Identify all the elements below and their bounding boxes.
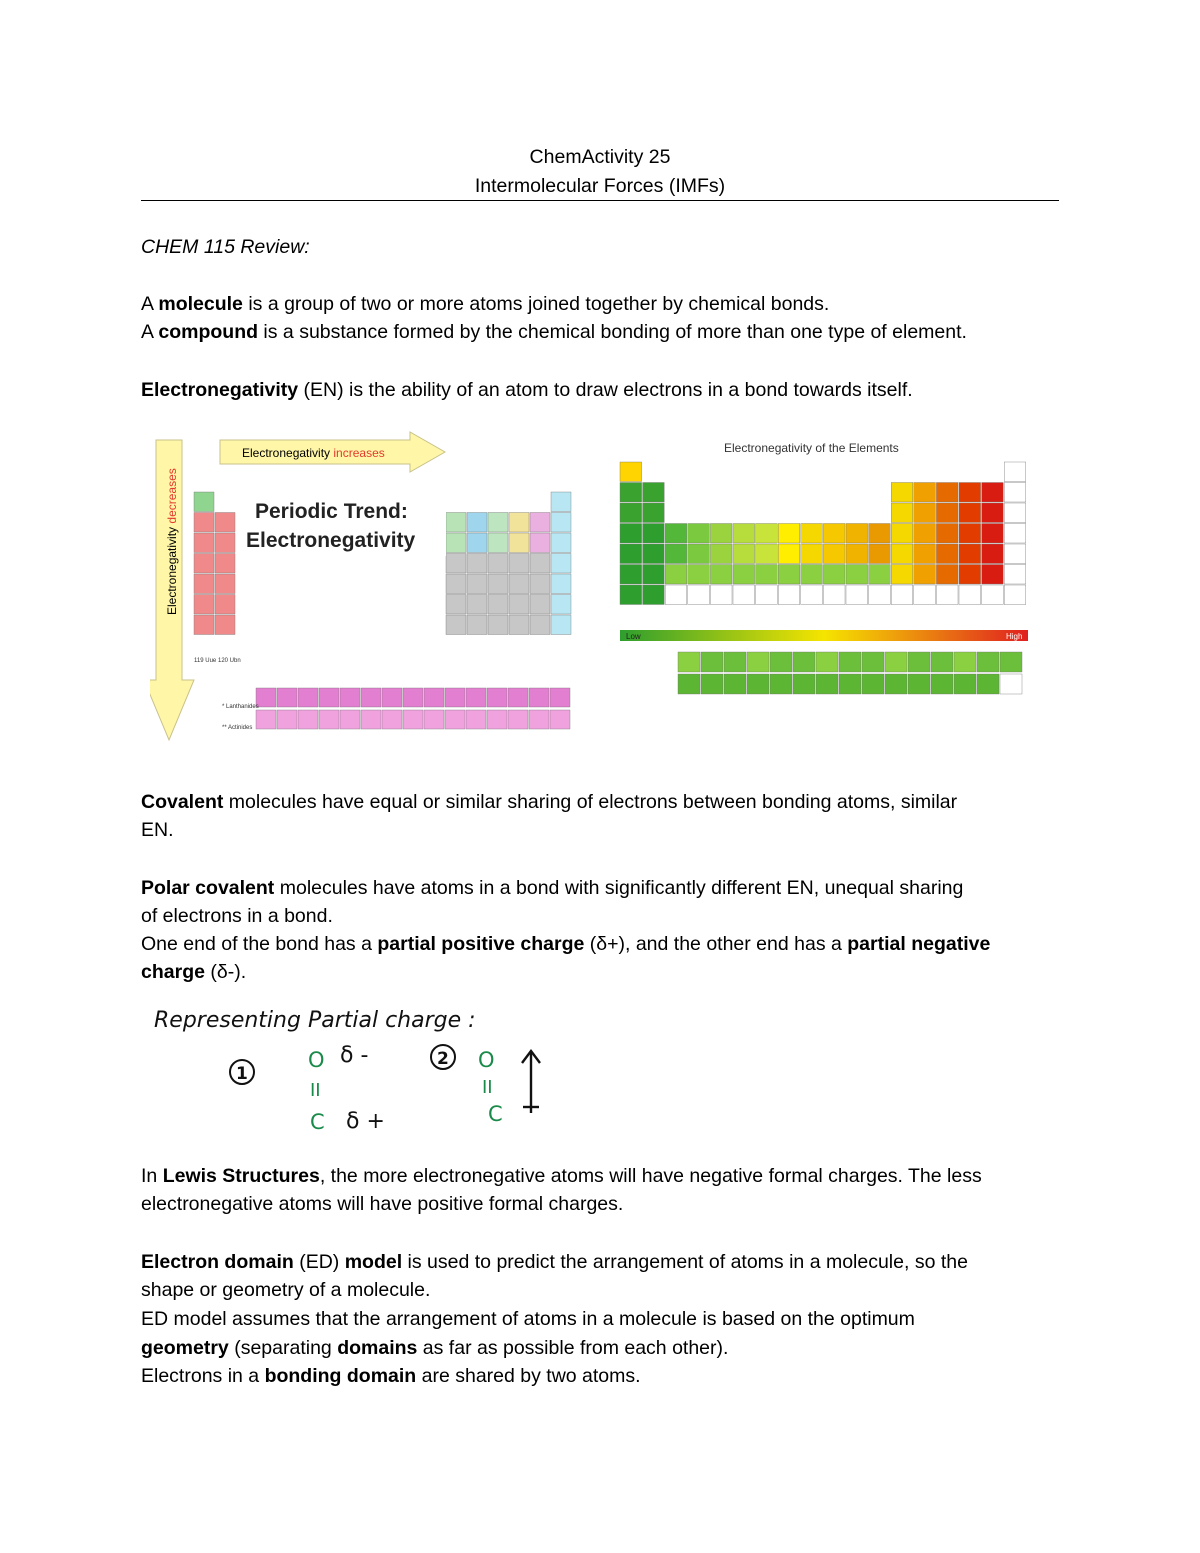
en-cell <box>959 483 981 503</box>
pt-cell <box>194 492 214 512</box>
polar-definition: Polar covalent molecules have atoms in a bond with significantly different EN, unequal sharing <box>141 877 964 899</box>
en-cell <box>1004 503 1026 523</box>
pt-cell <box>551 615 571 635</box>
pt-cell <box>446 574 466 594</box>
partial-charge-text-2: charge (δ-). <box>141 961 247 983</box>
pt-cell <box>446 554 466 574</box>
pt-cell <box>215 533 235 553</box>
actinide-cell <box>445 710 465 729</box>
pt-cell <box>488 574 508 594</box>
covalent-definition: Covalent molecules have equal or similar sharing of electrons between bonding atoms, similar <box>141 791 958 813</box>
arrow-increases-label: Electronegativity increases <box>242 446 385 460</box>
pt-cell <box>215 554 235 574</box>
en-cell <box>823 585 845 605</box>
en-cell <box>620 544 642 564</box>
pt-cell <box>194 533 214 553</box>
en-cell <box>891 503 913 523</box>
pt-cell <box>215 513 235 533</box>
pt-cell <box>488 513 508 533</box>
pt-cell <box>551 533 571 553</box>
pt-cell <box>488 533 508 553</box>
en-cell <box>756 585 778 605</box>
electronegativity-table-svg <box>612 430 1052 750</box>
en-cell <box>710 544 732 564</box>
en-actinide-cell <box>678 674 700 694</box>
en-actinide-cell <box>862 674 884 694</box>
en-actinide-cell <box>931 674 953 694</box>
en-cell <box>823 565 845 585</box>
en-cell <box>643 544 665 564</box>
en-cell <box>688 524 710 544</box>
ed-model-text: Electron domain (ED) model is used to predict the arrangement of atoms in a molecule, so the <box>141 1251 968 1273</box>
en-cell <box>801 565 823 585</box>
en-cell <box>914 544 936 564</box>
en-table-title: Electronegativity of the Elements <box>724 441 899 455</box>
en-actinide-cell <box>1000 674 1022 694</box>
en-cell <box>846 524 868 544</box>
electronegativity-table-figure <box>612 430 1052 750</box>
delta-plus: δ + <box>346 1109 385 1134</box>
en-lanthanide-cell <box>701 652 723 672</box>
pt-cell <box>194 554 214 574</box>
en-lanthanide-cell <box>839 652 861 672</box>
pt-cell <box>551 492 571 512</box>
en-cell <box>936 544 958 564</box>
periodic-trend-svg <box>150 430 590 750</box>
pt-cell <box>530 554 550 574</box>
oxygen-2: O <box>478 1048 495 1072</box>
pt-cell <box>530 595 550 615</box>
lanthanides-label: * Lanthanides <box>222 704 259 710</box>
pt-cell <box>551 595 571 615</box>
pt-cell <box>446 533 466 553</box>
en-cell <box>936 585 958 605</box>
pt-cell <box>194 615 214 635</box>
lanthanide-cell <box>466 688 486 707</box>
electronegativity-definition: Electronegativity (EN) is the ability of an atom to draw electrons in a bond towards itself. <box>141 379 913 401</box>
actinide-cell <box>361 710 381 729</box>
oxygen-1: O <box>308 1048 325 1072</box>
en-cell <box>643 483 665 503</box>
en-cell <box>982 483 1004 503</box>
actinides-label: ** Actinides <box>222 725 253 731</box>
en-cell <box>620 483 642 503</box>
double-bond-2: II <box>482 1077 493 1098</box>
en-cell <box>959 565 981 585</box>
pt-cell <box>215 595 235 615</box>
actinide-cell <box>487 710 507 729</box>
partial-charge-text: One end of the bond has a partial positive charge (δ+), and the other end has a partial negative <box>141 933 991 955</box>
en-lanthanide-cell <box>954 652 976 672</box>
extra-element-119: 119 Uue <box>194 658 217 664</box>
pt-cell <box>467 513 487 533</box>
en-scale-bar <box>620 630 1028 641</box>
en-cell <box>665 544 687 564</box>
pt-cell <box>530 533 550 553</box>
en-cell <box>936 483 958 503</box>
doc-subtitle: Intermolecular Forces (IMFs) <box>474 175 726 197</box>
pt-cell <box>551 574 571 594</box>
en-cell <box>959 503 981 523</box>
molecule-definition: A molecule is a group of two or more atoms joined together by chemical bonds. <box>141 293 830 315</box>
en-cell <box>733 544 755 564</box>
pt-cell <box>215 615 235 635</box>
actinide-cell <box>340 710 360 729</box>
en-cell <box>936 503 958 523</box>
en-cell <box>891 544 913 564</box>
en-cell <box>710 565 732 585</box>
pt-cell <box>530 513 550 533</box>
ed-model-text-3: ED model assumes that the arrangement of atoms in a molecule is based on the optimum <box>141 1308 915 1330</box>
lanthanide-cell <box>319 688 339 707</box>
lanthanide-cell <box>445 688 465 707</box>
en-lanthanide-cell <box>816 652 838 672</box>
extra-element-120: 120 Ubn <box>218 658 241 664</box>
en-cell <box>643 524 665 544</box>
pt-cell <box>509 554 529 574</box>
en-cell <box>710 524 732 544</box>
en-lanthanide-cell <box>770 652 792 672</box>
lanthanide-cell <box>403 688 423 707</box>
en-cell <box>959 544 981 564</box>
en-cell <box>665 585 687 605</box>
en-cell <box>891 565 913 585</box>
en-cell <box>733 524 755 544</box>
en-cell <box>982 524 1004 544</box>
actinide-cell <box>256 710 276 729</box>
scale-low-label: Low <box>626 632 641 641</box>
lanthanide-cell <box>340 688 360 707</box>
lanthanide-cell <box>529 688 549 707</box>
en-cell <box>778 585 800 605</box>
lanthanide-cell <box>382 688 402 707</box>
pt-cell <box>551 554 571 574</box>
en-cell <box>643 565 665 585</box>
en-cell <box>620 565 642 585</box>
en-cell <box>982 565 1004 585</box>
periodic-trend-figure <box>150 430 590 750</box>
pt-cell <box>551 513 571 533</box>
en-cell <box>891 585 913 605</box>
en-cell <box>620 462 642 482</box>
en-cell <box>869 524 891 544</box>
label-one: 1 <box>236 1064 248 1084</box>
en-cell <box>869 544 891 564</box>
en-cell <box>778 544 800 564</box>
en-cell <box>688 565 710 585</box>
en-lanthanide-cell <box>678 652 700 672</box>
en-cell <box>823 524 845 544</box>
en-actinide-cell <box>747 674 769 694</box>
ed-model-text-4: geometry (separating domains as far as possible from each other). <box>141 1337 729 1359</box>
pt-cell <box>530 615 550 635</box>
en-cell <box>846 565 868 585</box>
en-actinide-cell <box>954 674 976 694</box>
en-cell <box>846 544 868 564</box>
actinide-cell <box>319 710 339 729</box>
en-cell <box>914 585 936 605</box>
en-cell <box>936 524 958 544</box>
en-actinide-cell <box>793 674 815 694</box>
en-cell <box>620 524 642 544</box>
pt-cell <box>509 533 529 553</box>
en-cell <box>688 544 710 564</box>
en-cell <box>801 544 823 564</box>
pt-cell <box>467 533 487 553</box>
en-cell <box>620 503 642 523</box>
en-cell <box>914 483 936 503</box>
actinide-cell <box>298 710 318 729</box>
en-cell <box>801 524 823 544</box>
pt-cell <box>194 595 214 615</box>
en-cell <box>869 565 891 585</box>
en-actinide-cell <box>977 674 999 694</box>
en-cell <box>1004 585 1026 605</box>
en-lanthanide-cell <box>747 652 769 672</box>
en-cell <box>1004 524 1026 544</box>
trend-title-2: Electronegativity <box>246 529 416 552</box>
pt-cell <box>446 595 466 615</box>
en-lanthanide-cell <box>862 652 884 672</box>
title-rule <box>141 200 1059 201</box>
pt-cell <box>488 595 508 615</box>
en-actinide-cell <box>816 674 838 694</box>
review-heading: CHEM 115 Review: <box>141 236 310 258</box>
actinide-cell <box>508 710 528 729</box>
en-cell <box>869 585 891 605</box>
delta-minus: δ - <box>340 1043 369 1068</box>
lanthanide-cell <box>277 688 297 707</box>
actinide-cell <box>424 710 444 729</box>
label-two: 2 <box>437 1049 449 1069</box>
en-actinide-cell <box>701 674 723 694</box>
en-cell <box>823 544 845 564</box>
polar-definition-2: of electrons in a bond. <box>141 905 333 927</box>
en-cell <box>733 585 755 605</box>
pt-cell <box>194 513 214 533</box>
en-lanthanide-cell <box>724 652 746 672</box>
pt-cell <box>215 574 235 594</box>
en-cell <box>1004 462 1026 482</box>
actinide-cell <box>277 710 297 729</box>
lewis-text: In Lewis Structures, the more electronegative atoms will have negative formal charges. The less <box>141 1165 982 1187</box>
pt-cell <box>446 615 466 635</box>
pt-cell <box>467 615 487 635</box>
en-cell <box>778 524 800 544</box>
en-cell <box>1004 544 1026 564</box>
lewis-text-2: electronegative atoms will have positive formal charges. <box>141 1193 624 1215</box>
ed-model-text-2: shape or geometry of a molecule. <box>141 1279 431 1301</box>
en-cell <box>936 565 958 585</box>
lanthanide-cell <box>361 688 381 707</box>
doc-title: ChemActivity 25 <box>529 146 671 168</box>
pt-cell <box>446 513 466 533</box>
en-cell <box>982 585 1004 605</box>
lanthanide-cell <box>298 688 318 707</box>
lanthanide-cell <box>424 688 444 707</box>
en-cell <box>1004 565 1026 585</box>
en-actinide-cell <box>885 674 907 694</box>
carbon-2: C <box>488 1102 503 1126</box>
en-lanthanide-cell <box>885 652 907 672</box>
en-cell <box>846 585 868 605</box>
en-cell <box>914 524 936 544</box>
en-cell <box>756 565 778 585</box>
en-cell <box>665 565 687 585</box>
handwritten-partial-charge <box>150 995 630 1140</box>
lanthanide-cell <box>487 688 507 707</box>
en-cell <box>643 585 665 605</box>
actinide-cell <box>382 710 402 729</box>
en-lanthanide-cell <box>977 652 999 672</box>
arrow-decreases-label: Electronegativity decreases <box>165 468 179 615</box>
pt-cell <box>194 574 214 594</box>
carbon-1: C <box>310 1110 325 1134</box>
en-cell <box>665 524 687 544</box>
pt-cell <box>488 615 508 635</box>
en-actinide-cell <box>724 674 746 694</box>
actinide-cell <box>466 710 486 729</box>
covalent-definition-2: EN. <box>141 819 174 841</box>
en-cell <box>1004 483 1026 503</box>
actinide-cell <box>529 710 549 729</box>
en-cell <box>982 503 1004 523</box>
pt-cell <box>530 574 550 594</box>
actinide-cell <box>403 710 423 729</box>
double-bond-1: II <box>310 1080 321 1101</box>
en-actinide-cell <box>839 674 861 694</box>
scale-high-label: High <box>1006 632 1023 641</box>
en-lanthanide-cell <box>908 652 930 672</box>
en-cell <box>959 524 981 544</box>
en-cell <box>801 585 823 605</box>
pt-cell <box>509 513 529 533</box>
en-cell <box>982 544 1004 564</box>
en-actinide-cell <box>770 674 792 694</box>
lanthanide-cell <box>256 688 276 707</box>
en-lanthanide-cell <box>1000 652 1022 672</box>
en-cell <box>688 585 710 605</box>
en-cell <box>756 524 778 544</box>
en-cell <box>891 483 913 503</box>
actinide-cell <box>550 710 570 729</box>
pt-cell <box>467 574 487 594</box>
pt-cell <box>467 595 487 615</box>
pt-cell <box>467 554 487 574</box>
en-cell <box>959 585 981 605</box>
en-cell <box>756 544 778 564</box>
en-cell <box>733 565 755 585</box>
ed-model-text-5: Electrons in a bonding domain are shared by two atoms. <box>141 1365 641 1387</box>
pt-cell <box>488 554 508 574</box>
en-cell <box>620 585 642 605</box>
en-cell <box>914 565 936 585</box>
en-lanthanide-cell <box>931 652 953 672</box>
en-lanthanide-cell <box>793 652 815 672</box>
handwritten-title: Representing Partial charge : <box>154 1008 476 1033</box>
trend-title-1: Periodic Trend: <box>255 500 408 523</box>
pt-cell <box>509 574 529 594</box>
en-cell <box>914 503 936 523</box>
en-cell <box>778 565 800 585</box>
lanthanide-cell <box>550 688 570 707</box>
en-cell <box>710 585 732 605</box>
lanthanide-cell <box>508 688 528 707</box>
en-cell <box>643 503 665 523</box>
compound-definition: A compound is a substance formed by the chemical bonding of more than one type of element. <box>141 321 967 343</box>
en-actinide-cell <box>908 674 930 694</box>
pt-cell <box>509 615 529 635</box>
en-cell <box>891 524 913 544</box>
pt-cell <box>509 595 529 615</box>
